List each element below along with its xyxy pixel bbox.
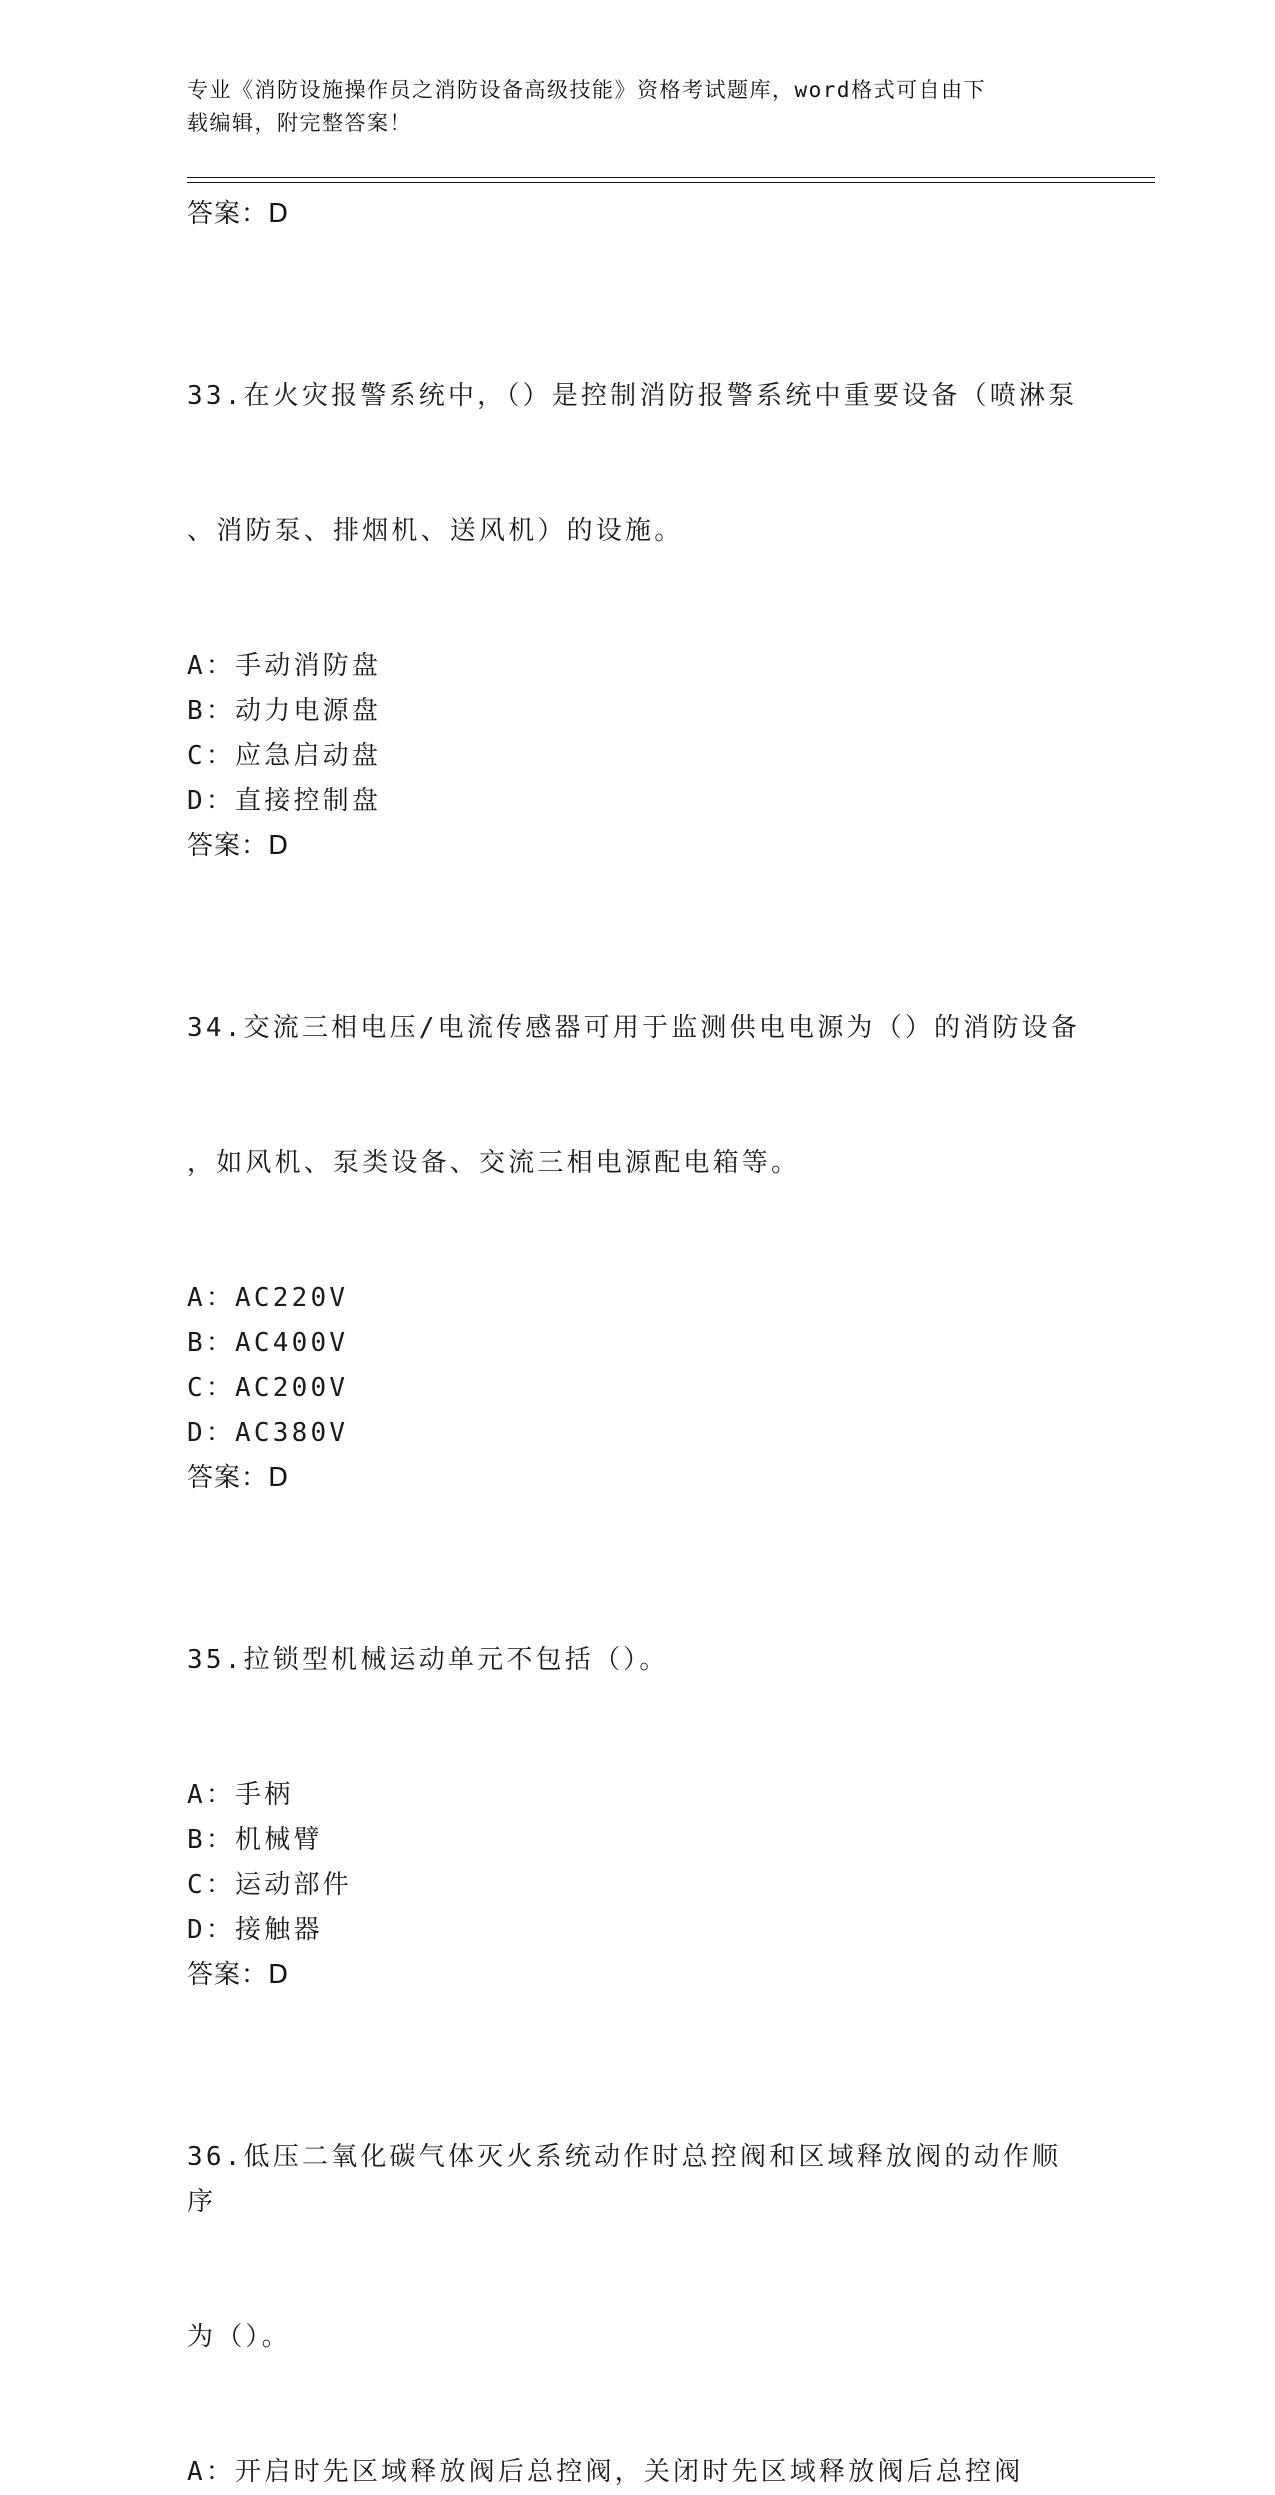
option-d: D：接触器 <box>187 1915 323 1945</box>
spacer <box>187 236 1087 284</box>
question-36-text <box>187 2045 1087 2450</box>
document-header <box>187 74 1067 140</box>
question-text-line: 34.交流三相电压/电流传感器可用于监测供电电源为（）的消防设备 <box>187 1013 1081 1043</box>
header-line-1: 专业《消防设施操作员之消防设备高级技能》资格考试题库，word格式可自由下 <box>187 78 987 102</box>
option-c: C：AC200V <box>187 1373 349 1403</box>
option-b: B：AC400V <box>187 1328 349 1358</box>
question-34 <box>187 916 1087 1500</box>
option-a: A：AC220V <box>187 1283 349 1313</box>
option-c: C：运动部件 <box>187 1870 352 1900</box>
question-text-line: 35.拉锁型机械运动单元不包括（）。 <box>187 1645 669 1675</box>
spacer <box>187 868 1087 916</box>
question-34-text <box>187 916 1087 1276</box>
question-text-line: 36.低压二氧化碳气体灭火系统动作时总控阀和区域释放阀的动作顺序 <box>187 2142 1062 2217</box>
question-35 <box>187 1548 1087 1997</box>
option-a: A：手动消防盘 <box>187 651 382 681</box>
question-36 <box>187 2045 1087 2495</box>
previous-answer: 答案：D <box>187 199 290 229</box>
question-35-text <box>187 1548 1087 1773</box>
question-33 <box>187 284 1087 868</box>
question-list <box>187 192 1087 2495</box>
spacer <box>187 1500 1087 1548</box>
option-b: B：机械臂 <box>187 1825 323 1855</box>
option-d: D：AC380V <box>187 1418 349 1448</box>
answer-34: 答案：D <box>187 1463 290 1493</box>
question-text-line: 33.在火灾报警系统中，（）是控制消防报警系统中重要设备（喷淋泵 <box>187 381 1078 411</box>
option-d: D：直接控制盘 <box>187 786 382 816</box>
question-text-line: ，如风机、泵类设备、交流三相电源配电箱等。 <box>187 1148 801 1178</box>
header-line-2: 载编辑，附完整答案！ <box>187 111 412 135</box>
question-33-text <box>187 284 1087 644</box>
answer-33: 答案：D <box>187 831 290 861</box>
question-text-line: 、消防泵、排烟机、送风机）的设施。 <box>187 516 684 546</box>
answer-35: 答案：D <box>187 1960 290 1990</box>
option-b: B：动力电源盘 <box>187 696 382 726</box>
option-c: C：应急启动盘 <box>187 741 382 771</box>
header-divider <box>187 177 1155 183</box>
question-text-line: 为（）。 <box>187 2322 291 2352</box>
spacer <box>187 1997 1087 2045</box>
option-a: A：手柄 <box>187 1780 294 1810</box>
option-a: A：开启时先区域释放阀后总控阀，关闭时先区域释放阀后总控阀 <box>187 2457 1024 2487</box>
